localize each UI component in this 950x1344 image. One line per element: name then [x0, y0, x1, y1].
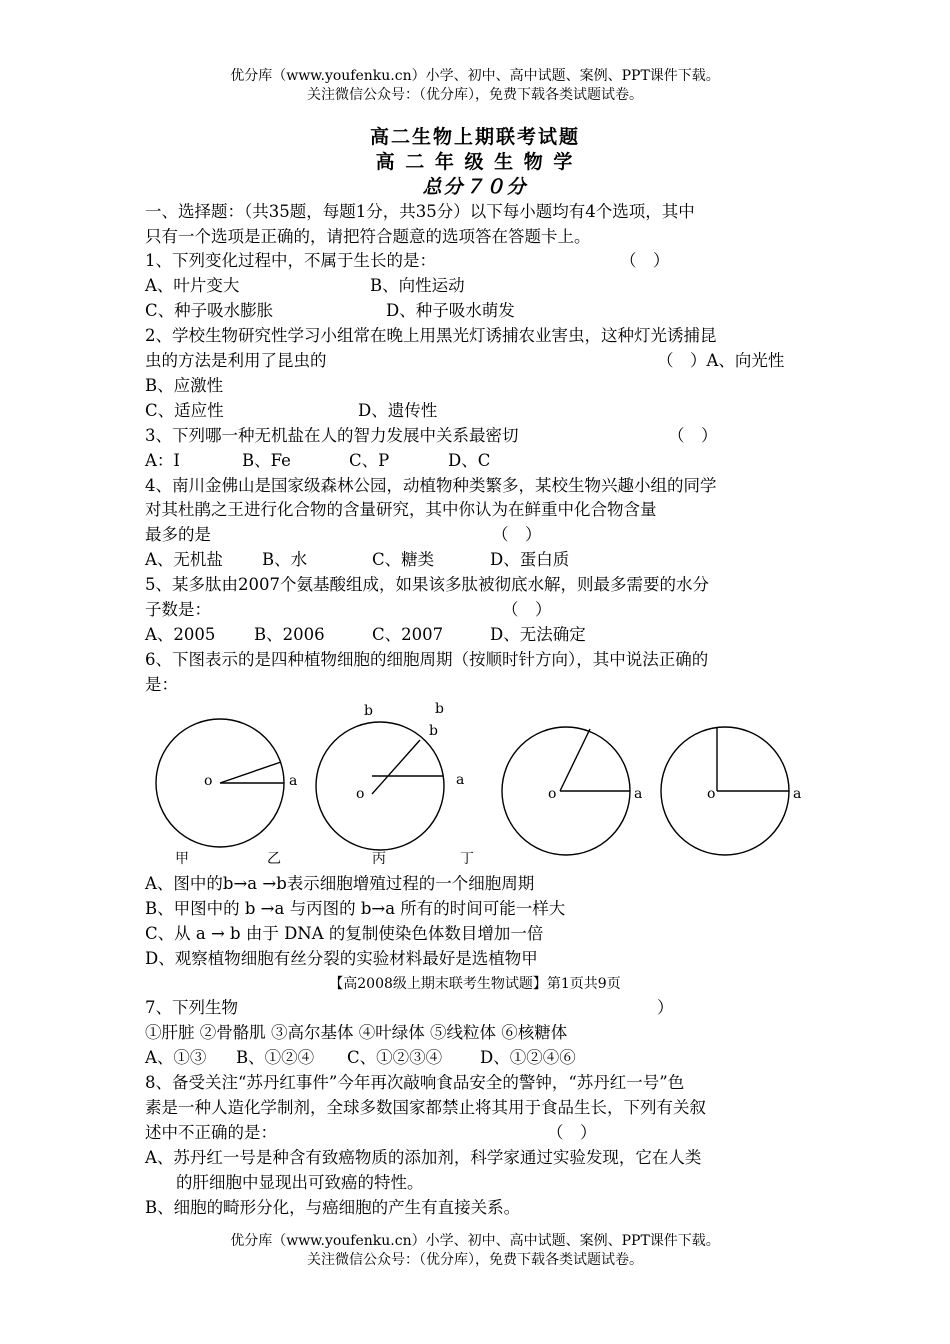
q5-answer-paren: （ ）: [502, 600, 552, 619]
label-b-yi: b: [429, 723, 438, 739]
q6-stem-1: 6、下图表示的是四种植物细胞的细胞周期（按顺时针方向），其中说法正确的: [145, 650, 709, 669]
footer-line-1: 优分库（www.youfenku.cn）小学、初中、高中试题、案例、PPT课件下载。: [230, 1233, 720, 1249]
radius-b-yi: [372, 740, 420, 794]
q5-stem-2: 子数是：: [145, 600, 211, 619]
label-o-ding: o: [707, 786, 716, 802]
q2-option-d: D、遗传性: [358, 401, 438, 420]
q1-stem: 1、下列变化过程中，不属于生长的是：: [145, 251, 436, 270]
q4-option-d: D、蛋白质: [490, 550, 570, 569]
q7-option-c: C、①②③④: [347, 1048, 443, 1067]
label-o-jia: o: [204, 773, 213, 789]
q8-answer-paren: （ ）: [547, 1123, 597, 1142]
q3-option-a: A：I: [145, 451, 180, 470]
header-line-2: 关注微信公众号：（优分库），免费下载各类试题试卷。: [307, 87, 643, 103]
q8-option-a-1: A、苏丹红一号是种含有致癌物质的添加剂，科学家通过实验发现，它在人类: [145, 1148, 702, 1167]
label-a-jia: a: [289, 773, 298, 789]
q4-option-b: B、水: [262, 550, 308, 569]
q4-option-a: A、无机盐: [145, 550, 223, 569]
q5-option-a: A、2005: [145, 625, 216, 644]
label-a-bing: a: [634, 786, 643, 802]
q4-stem-3: 最多的是: [145, 525, 211, 544]
q8-option-b: B、细胞的畸形分化，与癌细胞的产生有直接关系。: [145, 1198, 521, 1217]
footer-line-2: 关注微信公众号：（优分库），免费下载各类试题试卷。: [307, 1252, 643, 1268]
q7-stem: 7、下列生物: [145, 998, 238, 1017]
q2-option-c: C、适应性: [145, 401, 224, 420]
label-a-yi: a: [456, 772, 465, 788]
label-o-bing: o: [548, 786, 557, 802]
q3-option-b: B、Fe: [242, 451, 291, 470]
label-ding: 丁: [460, 851, 474, 867]
q3-answer-paren: （ ）: [668, 426, 718, 445]
label-a-ding: a: [793, 786, 802, 802]
q8-stem-2: 素是一种人造化学制剂，全球多数国家都禁止将其用于食品生长，下列有关叙: [145, 1098, 706, 1117]
exam-title: 高二生物上期联考试题: [369, 126, 580, 148]
q7-option-a: A、①③: [145, 1048, 207, 1067]
label-bing: 丙: [372, 851, 386, 867]
section-instructions-2: 只有一个选项是正确的，请把符合题意的选项答在答题卡上。: [145, 227, 591, 246]
q4-option-c: C、糖类: [372, 550, 435, 569]
q3-option-c: C、P: [349, 451, 390, 470]
q7-option-d: D、①②④⑥: [480, 1048, 576, 1067]
q2-stem-1: 2、学校生物研究性学习小组常在晚上用黑光灯诱捕农业害虫，这种灯光诱捕昆: [145, 326, 717, 345]
q6-option-d: D、观察植物细胞有丝分裂的实验材料最好是选植物甲: [145, 949, 538, 968]
label-b-top-2: b: [435, 701, 444, 717]
q5-option-c: C、2007: [372, 625, 444, 644]
q4-answer-paren: （ ）: [492, 525, 542, 544]
section-instructions-1: 一、选择题：（共35题，每题1分，共35分）以下每小题均有4个选项，其中: [145, 202, 695, 221]
q5-stem-1: 5、某多肽由2007个氨基酸组成，如果该多肽被彻底水解，则最多需要的水分: [145, 575, 709, 594]
label-b-top-1: b: [364, 703, 373, 719]
exam-subtitle: 高 二 年 级 生 物 学: [375, 151, 575, 173]
q6-option-c: C、从 a → b 由于 DNA 的复制使染色体数目增加一倍: [145, 924, 544, 943]
q5-option-d: D、无法确定: [490, 625, 586, 644]
label-o-yi: o: [356, 786, 365, 802]
radius-b-jia: [220, 762, 281, 783]
q8-stem-1: 8、备受关注“苏丹红事件”今年再次敲响食品安全的警钟，“苏丹红一号”色: [145, 1073, 685, 1092]
q7-option-b: B、①②④: [236, 1048, 315, 1067]
q1-option-c: C、种子吸水膨胀: [145, 301, 274, 320]
q6-option-b: B、甲图中的 b →a 与丙图的 b→a 所有的时间可能一样大: [145, 899, 566, 918]
q2-option-b: B、应激性: [145, 376, 224, 395]
q3-stem: 3、下列哪一种无机盐在人的智力发展中关系最密切: [145, 426, 519, 445]
q7-answer-paren: ）: [657, 998, 674, 1017]
q2-answer-paren: （ ）A、向光性: [657, 351, 785, 370]
q8-stem-3: 述中不正确的是：: [145, 1123, 277, 1142]
q2-stem-2: 虫的方法是利用了昆虫的: [145, 351, 327, 370]
q1-option-b: B、向性运动: [370, 276, 465, 295]
q4-stem-1: 4、南川金佛山是国家级森林公园，动植物种类繁多，某校生物兴趣小组的同学: [145, 476, 717, 495]
q6-stem-2: 是：: [145, 675, 178, 694]
q4-stem-2: 对其杜鹃之王进行化合物的含量研究，其中你认为在鲜重中化合物含量: [145, 500, 657, 519]
label-jia: 甲: [175, 851, 189, 867]
q3-option-d: D、C: [448, 451, 491, 470]
header-line-1: 优分库（www.youfenku.cn）小学、初中、高中试题、案例、PPT课件下载。: [230, 68, 720, 84]
q5-option-b: B、2006: [254, 625, 325, 644]
q7-items: ①肝脏 ②骨骼肌 ③高尔基体 ④叶绿体 ⑤线粒体 ⑥核糖体: [145, 1023, 568, 1042]
q6-option-a: A、图中的b→a →b表示细胞增殖过程的一个细胞周期: [145, 874, 535, 893]
total-score: 总分７０分: [422, 176, 528, 198]
q1-answer-paren: （ ）: [620, 251, 670, 270]
label-yi: 乙: [267, 851, 281, 867]
radius-b-bing: [560, 729, 590, 791]
page-footer: 【高2008级上期末联考生物试题】第1页共9页: [329, 976, 621, 992]
q1-option-a: A、叶片变大: [145, 276, 240, 295]
q1-option-d: D、种子吸水萌发: [386, 301, 515, 320]
q8-option-a-2: 的肝细胞中显现出可致癌的特性。: [176, 1173, 424, 1192]
